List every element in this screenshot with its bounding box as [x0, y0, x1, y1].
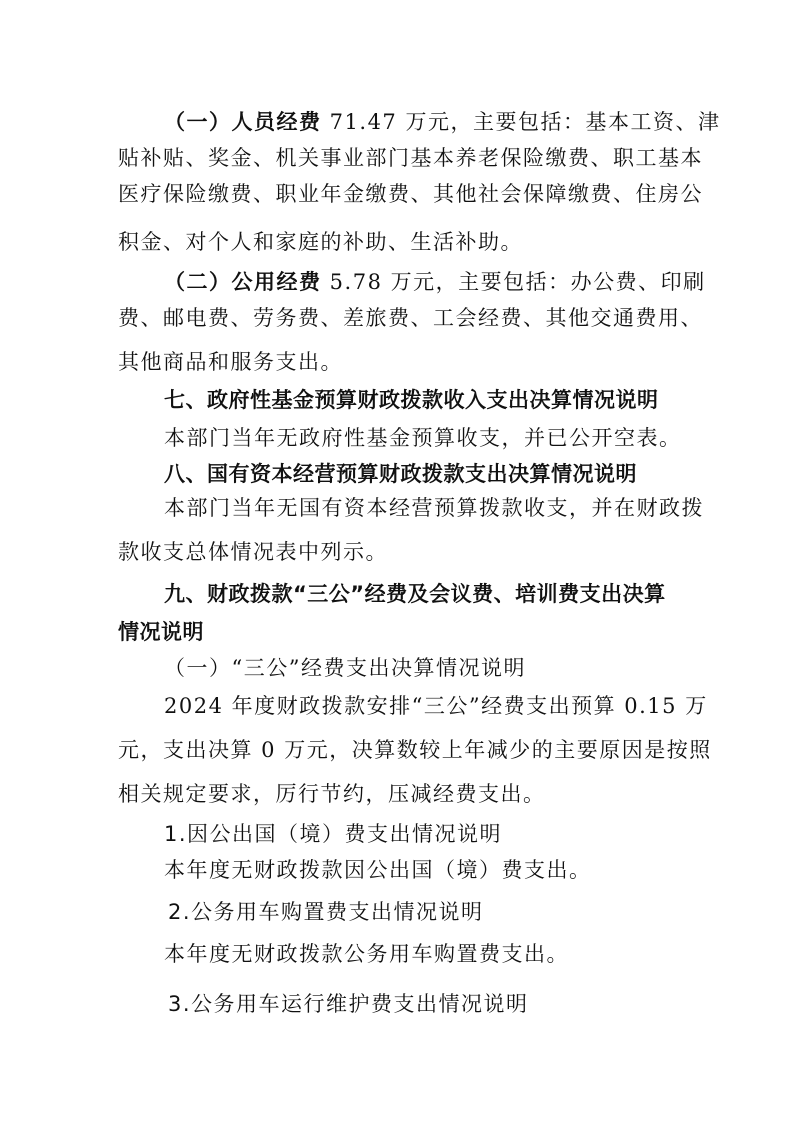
personnel-expense-line-3: 医疗保险缴费、职业年金缴费、其他社会保障缴费、住房公	[118, 182, 703, 206]
section-8-body-line-1: 本部门当年无国有资本经营预算拨款收支，并在财政拨	[164, 496, 704, 520]
overseas-travel-body: 本年度无财政拨款因公出国（境）费支出。	[164, 858, 592, 882]
three-public-body-line-3: 相关规定要求，厉行节约，压减经费支出。	[118, 782, 546, 806]
personnel-expense-label: （一）人员经费	[164, 110, 322, 134]
three-public-body-line-1: 2024 年度财政拨款安排“三公”经费支出预算 0.15 万	[164, 694, 708, 718]
overseas-travel-title: 1.因公出国（境）费支出情况说明	[164, 822, 503, 846]
personnel-expense-text: 71.47 万元，主要包括：基本工资、津	[321, 110, 721, 134]
vehicle-operation-title: 3.公务用车运行维护费支出情况说明	[168, 992, 529, 1016]
public-expense-label: （二）公用经费	[164, 270, 322, 294]
section-7-body: 本部门当年无政府性基金预算收支，并已公开空表。	[164, 426, 682, 450]
public-expense-line-3: 其他商品和服务支出。	[118, 350, 343, 374]
personnel-expense-line-2: 贴补贴、奖金、机关事业部门基本养老保险缴费、职工基本	[118, 146, 703, 170]
section-7-heading: 七、政府性基金预算财政拨款收入支出决算情况说明	[164, 388, 659, 412]
personnel-expense-line-4: 积金、对个人和家庭的补助、生活补助。	[118, 230, 523, 254]
public-expense-text: 5.78 万元，主要包括：办公费、印刷	[321, 270, 706, 294]
three-public-body-line-2: 元，支出决算 0 万元，决算数较上年减少的主要原因是按照	[118, 738, 712, 762]
three-public-subheading: （一）“三公”经费支出决算情况说明	[164, 656, 526, 680]
vehicle-purchase-title: 2.公务用车购置费支出情况说明	[168, 900, 484, 924]
public-expense-line-1	[164, 268, 706, 296]
public-expense-line-2: 费、邮电费、劳务费、差旅费、工会经费、其他交通费用、	[118, 306, 703, 330]
section-9-heading-line-1: 九、财政拨款“三公”经费及会议费、培训费支出决算	[164, 582, 666, 606]
section-8-body-line-2: 款收支总体情况表中列示。	[118, 540, 388, 564]
section-9-heading-line-2: 情况说明	[118, 620, 204, 644]
section-8-heading: 八、国有资本经营预算财政拨款支出决算情况说明	[164, 462, 637, 486]
vehicle-purchase-body: 本年度无财政拨款公务用车购置费支出。	[164, 942, 569, 966]
personnel-expense-line-1	[164, 108, 720, 136]
